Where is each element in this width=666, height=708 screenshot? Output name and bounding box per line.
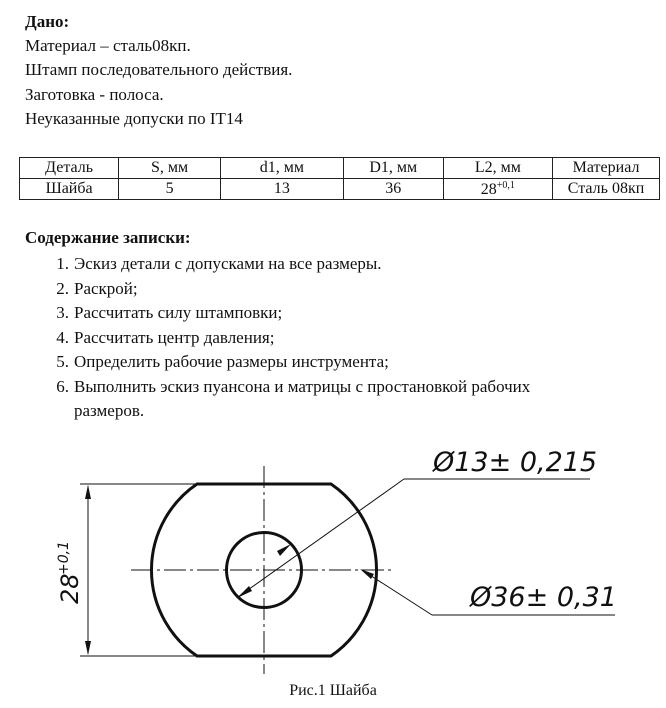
note-text: Раскрой; [74,279,138,298]
notes-title: Содержание записки: [25,228,191,247]
table-header-material: Материал [553,158,660,179]
note-number: 5. [56,352,69,371]
height-dimension-tolerance: +0,1 [56,541,72,575]
height-arrow-bottom [85,641,91,655]
inner-diameter-label: Ø13± 0,215 [433,447,598,478]
note-text: Эскиз детали с допусками на все размеры. [74,254,382,273]
note-number: 3. [56,303,69,322]
note-text: Определить рабочие размеры инструмента; [74,352,389,371]
given-title: Дано: [25,12,70,31]
given-line-tolerance: Неуказанные допуски по IT14 [25,109,243,128]
given-line-blank: Заготовка - полоса. [25,85,164,104]
height-arrow-top [85,485,91,499]
height-dimension-label [56,541,84,604]
table-header-part: Деталь [20,158,119,179]
table-cell-L2-base: 28 [480,180,497,198]
inner-arrow-2 [277,544,291,556]
table-header-D1: D1, мм [343,158,443,179]
note-number: 1. [56,254,69,273]
note-number: 6. [56,377,69,396]
height-dimension-base: 28 [56,573,84,604]
outer-diameter-leader [362,570,432,615]
given-line-stamp: Штамп последовательного действия. [25,60,293,79]
inner-diameter-leader [238,479,404,597]
table-cell-d1: 13 [220,179,343,200]
note-text: Выполнить эскиз пуансона и матрицы с простановкой рабочих [74,377,531,396]
table-cell-s: 5 [119,179,221,200]
note-text: размеров. [74,401,145,420]
note-number: 4. [56,328,69,347]
table-header-d1: d1, мм [220,158,343,179]
note-text: Рассчитать силу штамповки; [74,303,283,322]
table-cell-D1: 36 [343,179,443,200]
figure-caption: Рис.1 Шайба [289,682,377,699]
outer-diameter-label: Ø36± 0,31 [470,582,617,613]
table-header-s: S, мм [119,158,221,179]
inner-arrow-1 [237,586,252,598]
table-cell-L2-tolerance: +0,1 [496,179,515,191]
given-line-material: Материал – сталь08кп. [25,36,191,55]
table-cell-material: Сталь 08кп [553,179,660,200]
note-number: 2. [56,279,69,298]
table-cell-part: Шайба [20,179,119,200]
table-header-L2: L2, мм [443,158,552,179]
note-text: Рассчитать центр давления; [74,328,275,347]
